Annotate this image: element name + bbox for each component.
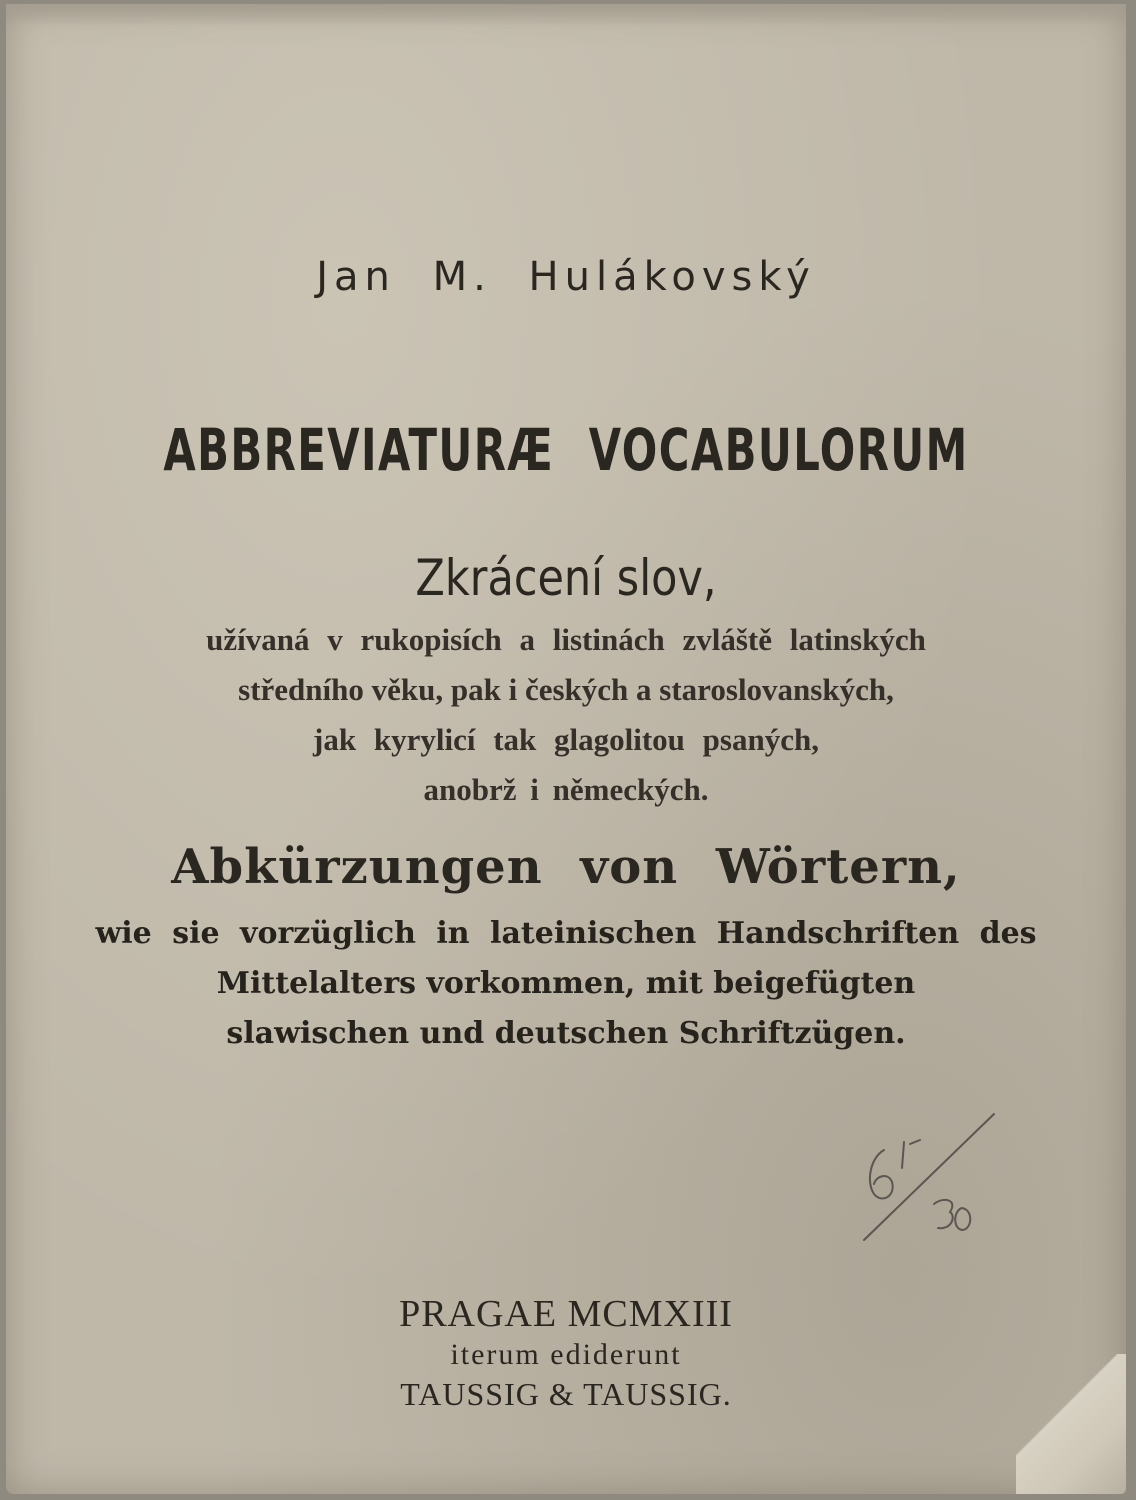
czech-subtitle-line-4: anobrž i německých. <box>423 772 709 807</box>
handwritten-price-note <box>844 1112 1004 1262</box>
latin-title: ABBREVIATURÆ VOCABULORUM <box>163 416 969 484</box>
czech-subtitle-line-1: užívaná v rukopisích a listinách zvláště latinských <box>206 622 926 657</box>
book-cover <box>6 4 1126 1494</box>
paper-fold-top <box>6 4 1126 26</box>
paper-corner-curl <box>1016 1354 1126 1494</box>
czech-subtitle-line-3: jak kyrylicí tak glagolitou psaných, <box>313 722 819 757</box>
german-subtitle-line-2: Mittelalters vorkommen, mit beigefügten <box>216 966 916 1001</box>
german-title: Abkürzungen von Wörtern, <box>171 839 961 895</box>
czech-subtitle-line-2: středního věku, pak i českých a staroslovanských, <box>238 672 894 707</box>
czech-title: Zkrácení slov, <box>415 549 717 607</box>
imprint-place-year: PRAGAE MCMXIII <box>399 1293 733 1335</box>
author-name: Jan M. Hulákovský <box>316 254 816 300</box>
german-subtitle-line-1: wie sie vorzüglich in lateinischen Handschriften des <box>95 916 1037 951</box>
imprint-edition: iterum ediderunt <box>450 1338 682 1371</box>
german-subtitle-line-3: slawischen und deutschen Schriftzügen. <box>226 1016 906 1051</box>
imprint-publisher: TAUSSIG & TAUSSIG. <box>400 1376 732 1412</box>
